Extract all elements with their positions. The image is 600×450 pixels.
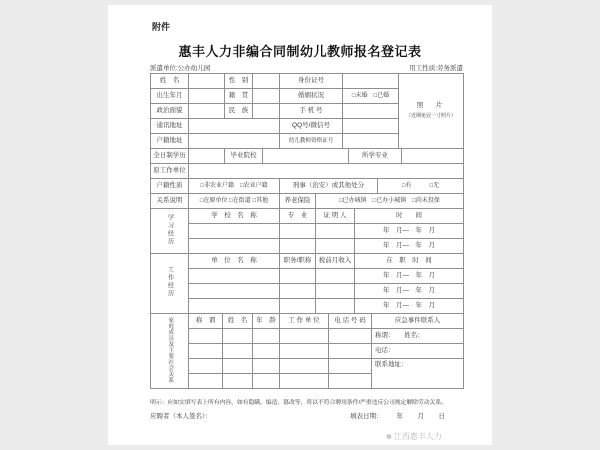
study-header-row <box>151 209 464 224</box>
mobile-label: 手 机 号 <box>280 104 343 119</box>
family-age-input <box>253 329 280 344</box>
family-col-name: 姓 名 <box>223 314 253 329</box>
criminal-label: 刑事（治安）或其他处分 <box>280 179 378 194</box>
family-phone-input <box>329 329 372 344</box>
family-col-emergency: 应急事件联系人 <box>372 314 464 329</box>
study-witness-input <box>316 239 355 254</box>
watermark-logo-icon: ✽ <box>386 433 392 441</box>
work-col-title: 职务/职称 <box>280 254 316 269</box>
family-relation-input <box>189 329 223 344</box>
birth-input-cell <box>189 89 225 104</box>
family-row-2 <box>151 344 464 359</box>
family-row-3 <box>151 359 464 374</box>
personal-info-table <box>150 73 464 209</box>
work-row-1 <box>151 269 464 284</box>
work-row-3 <box>151 299 464 314</box>
form-date-placeholder: 年 月 日 <box>396 413 449 420</box>
criminal-options: □有 □无 <box>378 179 464 194</box>
work-time-placeholder: 年 月— 年 月 <box>355 269 464 284</box>
qq-input-cell <box>343 119 399 134</box>
row-education <box>151 149 464 164</box>
registration-table <box>150 73 463 389</box>
family-col-relation: 称 谓 <box>189 314 223 329</box>
watermark <box>386 431 442 442</box>
form-subheader <box>150 63 463 72</box>
photo-box <box>399 74 464 149</box>
work-salary-input <box>316 269 355 284</box>
emergency-contact-line3: 联系地址： <box>372 359 464 389</box>
study-witness-input <box>316 224 355 239</box>
study-major-input <box>280 224 316 239</box>
form-title: 惠丰人力非编合同制幼儿教师报名登记表 <box>178 44 422 59</box>
work-row-2 <box>151 284 464 299</box>
family-row-1 <box>151 329 464 344</box>
family-relation-input <box>189 344 223 359</box>
work-section-label: 工作经历 <box>151 254 189 314</box>
qq-label: QQ号/微信号 <box>280 119 343 134</box>
family-relation-input <box>189 359 223 374</box>
family-name-input <box>223 359 253 374</box>
household-type-options: □非农业户籍 □农业户籍 <box>189 179 280 194</box>
form-page <box>108 5 492 445</box>
degree-label: 全日制学历 <box>151 149 189 164</box>
name-input-cell <box>189 74 225 89</box>
family-col-age: 年 龄 <box>253 314 280 329</box>
work-col-time: 在 职 时 间 <box>355 254 464 269</box>
family-phone-input <box>329 374 372 389</box>
ethnic-label: 民 族 <box>225 104 253 119</box>
major-input-cell <box>402 149 464 164</box>
relation-options: □在原单位 □在街道 □其他 <box>189 194 280 209</box>
marital-options: □未婚 □已婚 <box>343 89 399 104</box>
work-time-placeholder: 年 月— 年 月 <box>355 299 464 314</box>
study-row-2 <box>151 239 464 254</box>
study-school-input <box>189 239 280 254</box>
study-time-placeholder: 年 月— 年 月 <box>355 239 464 254</box>
work-time-placeholder: 年 月— 年 月 <box>355 284 464 299</box>
address-label: 通讯地址 <box>151 119 189 134</box>
name-label: 姓 名 <box>151 74 189 89</box>
study-col-school: 学 校 名 称 <box>189 209 280 224</box>
family-unit-input <box>280 329 329 344</box>
study-time-placeholder: 年 月— 年 月 <box>355 224 464 239</box>
native-input-cell <box>253 89 280 104</box>
form-date-group <box>350 411 449 420</box>
study-col-major: 专 业 <box>280 209 316 224</box>
family-col-phone: 电 话 号 码 <box>329 314 372 329</box>
address-input-cell <box>189 119 280 134</box>
household-type-label: 户籍性质 <box>151 179 189 194</box>
study-col-time: 时 间 <box>355 209 464 224</box>
family-name-input <box>223 329 253 344</box>
family-phone-input <box>329 359 372 374</box>
mobile-input-cell <box>343 104 399 119</box>
ethnic-input-cell <box>253 104 280 119</box>
study-school-input <box>189 224 280 239</box>
family-name-input <box>223 344 253 359</box>
marital-label: 婚姻状况 <box>280 89 343 104</box>
work-salary-input <box>316 284 355 299</box>
work-title-input <box>280 299 316 314</box>
family-phone-input <box>329 344 372 359</box>
family-relation-input <box>189 374 223 389</box>
cert-input-cell <box>343 134 399 149</box>
work-col-unit: 单 位 名 称 <box>189 254 280 269</box>
household-addr-label: 户籍地址 <box>151 134 189 149</box>
major-label: 所学专业 <box>349 149 402 164</box>
birth-label: 出生年月 <box>151 89 189 104</box>
degree-input-cell <box>189 149 225 164</box>
signature-label: 应聘者（本人签名）： <box>150 413 212 420</box>
prev-work-input-cell <box>189 164 464 179</box>
family-header-row <box>151 314 464 329</box>
signature-row <box>150 411 463 420</box>
family-col-unit: 工 作 单 位 <box>280 314 329 329</box>
family-age-input <box>253 374 280 389</box>
prev-work-label: 原工作单位 <box>151 164 189 179</box>
political-label: 政治面貌 <box>151 104 189 119</box>
cert-label: 幼儿教师资格证号 <box>280 134 343 149</box>
employment-type-label: 用工性质:劳务派遣 <box>409 65 463 72</box>
work-title-input <box>280 284 316 299</box>
family-age-input <box>253 344 280 359</box>
pension-label: 养老保险 <box>280 194 316 209</box>
work-history-table <box>150 253 464 314</box>
gender-input-cell <box>253 74 280 89</box>
college-label: 毕业院校 <box>225 149 263 164</box>
study-col-witness: 证 明 人 <box>316 209 355 224</box>
political-input-cell <box>189 104 225 119</box>
work-unit-input <box>189 269 280 284</box>
dispatch-unit-label: 派遣单位:公办幼儿园 <box>150 65 211 72</box>
study-history-table <box>150 208 464 254</box>
row-relation <box>151 194 464 209</box>
family-unit-input <box>280 359 329 374</box>
family-unit-input <box>280 374 329 389</box>
photo-note: （近期免冠一寸照片） <box>406 113 457 120</box>
photo-label: 照 片 <box>416 101 446 109</box>
row-name <box>151 74 464 89</box>
work-unit-input <box>189 299 280 314</box>
work-col-salary: 税前月收入 <box>316 254 355 269</box>
id-label: 身份证号 <box>280 74 343 89</box>
study-major-input <box>280 239 316 254</box>
family-unit-input <box>280 344 329 359</box>
attachment-label: 附件 <box>152 22 171 32</box>
emergency-contact-line2: 电话： <box>372 344 464 359</box>
form-date-label: 填表日期： <box>350 413 383 420</box>
pension-options: □已办城镇 □已办小城镇 □尚未投保 <box>316 194 464 209</box>
work-unit-input <box>189 284 280 299</box>
family-age-input <box>253 359 280 374</box>
work-title-input <box>280 269 316 284</box>
household-addr-input-cell <box>189 134 280 149</box>
watermark-text: 江西惠丰人力 <box>393 432 442 441</box>
emergency-contact-line1: 称谓： 姓名： <box>372 329 464 344</box>
college-input-cell <box>263 149 349 164</box>
row-household-type <box>151 179 464 194</box>
work-salary-input <box>316 299 355 314</box>
gender-label: 性 别 <box>225 74 253 89</box>
family-members-table <box>150 313 464 389</box>
id-input-cell <box>343 74 399 89</box>
row-prev-work <box>151 164 464 179</box>
study-row-1 <box>151 224 464 239</box>
study-section-label: 学习经历 <box>151 209 189 254</box>
disclaimer-note: 明示：应如实填写表上所有内容，如有隐瞒、编造、篡改等，将以不符合聘用条件/严重违反公司规定解除劳动关系。 <box>150 400 447 406</box>
native-label: 籍 贯 <box>225 89 253 104</box>
relation-label: 关系说明 <box>151 194 189 209</box>
family-section-label: 家庭成员及主要社会关系 <box>151 314 189 389</box>
work-header-row <box>151 254 464 269</box>
family-name-input <box>223 374 253 389</box>
